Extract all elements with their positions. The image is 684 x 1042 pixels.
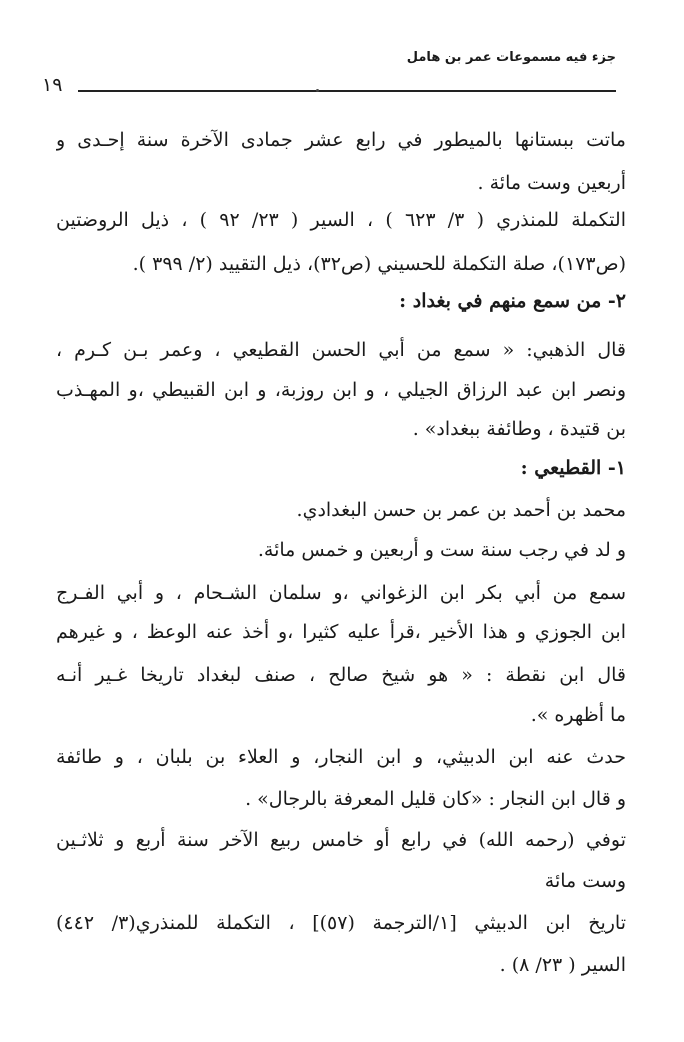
stray-mark <box>316 89 319 92</box>
text-line: أربعين وست مائة . <box>477 172 626 194</box>
text-line: ابن الجوزي و هذا الأخير ،قرأ عليه كثيرا ،و أخذ عنه الوعظ ، و غيرهم <box>56 621 626 643</box>
citation-line: التكملة للمنذري ( ٣/ ٦٢٣ ) ، السير ( ٢٣/ ٩٢ ) ، ذيل الروضتين <box>56 209 626 231</box>
citation-line: تاريخ ابن الدبيثي [١/الترجمة (٥٧)] ، التكملة للمنذري(٣/ ٤٤٢) <box>56 912 626 934</box>
quote-line: قال الذهبي: « سمع من أبي الحسن القطيعي ، وعمر بـن كـرم ، <box>56 339 626 361</box>
section-heading: ٢- من سمع منهم في بغداد : <box>399 290 626 312</box>
text-line: سمع من أبي بكر ابن الزغواني ،و سلمان الشـحام ، و أبي الفـرج <box>56 582 626 604</box>
page-number: ١٩ <box>42 74 63 96</box>
citation-line: السير ( ٢٣/ ٨) . <box>499 954 626 976</box>
running-header-title: جزء فيه مسموعات عمر بن هامل <box>406 50 616 65</box>
text-line: محمد بن أحمد بن عمر بن حسن البغدادي. <box>296 499 626 521</box>
quote-line: ونصر ابن عبد الرزاق الجيلي ، و ابن روزبة، و ابن القبيطي ،و المهـذب <box>56 379 626 401</box>
text-line: حدث عنه ابن الدبيثي، و ابن النجار، و العلاء بن بلبان ، و طائفة <box>56 746 626 768</box>
text-line: و قال ابن النجار : «كان قليل المعرفة بالرجال» . <box>245 788 626 810</box>
text-line: توفي (رحمه الله) في رابع أو خامس ربيع الآخر سنة أربع و ثلاثـين <box>56 829 626 851</box>
text-line: ماتت ببستانها بالميطور في رابع عشر جمادى الآخرة سنة إحـدى و <box>56 129 626 151</box>
text-line: و لد في رجب سنة ست و أربعين و خمس مائة. <box>257 539 626 561</box>
header-rule <box>78 90 616 92</box>
quote-line: ما أظهره ». <box>530 704 626 726</box>
citation-line: (ص١٧٣)، صلة التكملة للحسيني (ص٣٢)، ذيل التقييد (٢/ ٣٩٩ ). <box>132 253 626 275</box>
quote-line: بن قتيدة ، وطائفة ببغداد» . <box>412 418 626 440</box>
text-line: وست مائة <box>544 870 626 892</box>
quote-line: قال ابن نقطة : « هو شيخ صالح ، صنف لبغداد تاريخا غـير أنـه <box>56 664 626 686</box>
subsection-heading: ١- القطيعي : <box>520 457 626 479</box>
